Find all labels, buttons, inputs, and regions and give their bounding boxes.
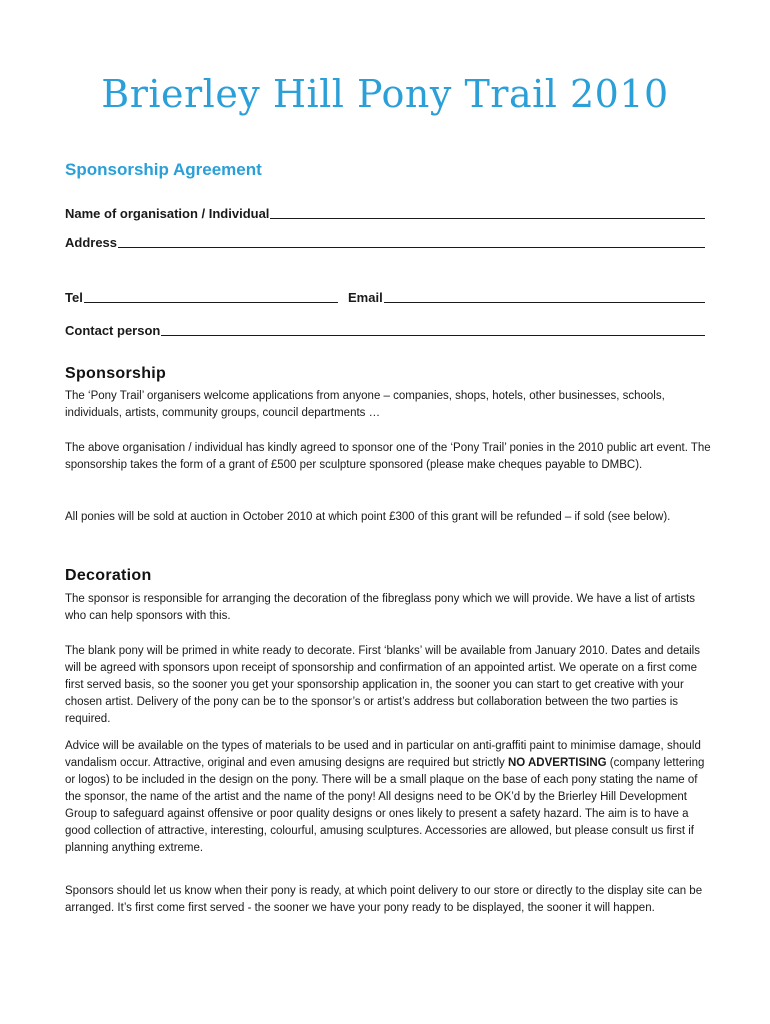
email-field[interactable] [348, 290, 705, 305]
decoration-paragraph-3-start: Advice will be available on the types of materials to be used and in particular on anti-graffiti paint to minimise damage, should vandalism occur. Attractive, original and even amusing designs are required but strictly [65, 740, 701, 769]
tel-field[interactable] [65, 290, 338, 305]
contact-field-line[interactable] [161, 323, 705, 336]
address-field[interactable] [65, 235, 705, 250]
decoration-paragraph-3-end: (company lettering or logos) to be included in the design on the pony. There will be a small plaque on the base of each pony stating the name of the sponsor, the name of the artist and the name of the pony! All designs need to be OK’d by the Brierley Hill Development Group to safeguard against offensive or poor quality designs or ones likely to present a safety hazard. The aim is to have a good collection of attractive, interesting, colourful, amusing sculptures. Accessories are allowed, but please consult us first if planning anything extreme. [65, 757, 705, 854]
page-title: Brierley Hill Pony Trail 2010 [101, 72, 669, 116]
email-field-label: Email [348, 290, 383, 305]
sponsorship-paragraph-1: The ‘Pony Trail’ organisers welcome applications from anyone – companies, shops, hotels, other businesses, schools, individuals, artists, community groups, council departments … [65, 390, 665, 419]
sponsorship-paragraph-3: All ponies will be sold at auction in October 2010 at which point £300 of this grant will be refunded – if sold (see below). [65, 511, 671, 523]
sponsorship-heading: Sponsorship [65, 365, 167, 382]
address-field-line[interactable] [118, 235, 705, 248]
sponsorship-paragraph-2: The above organisation / individual has kindly agreed to sponsor one of the ‘Pony Trail’ ponies in the 2010 public art event. The sponsorship takes the form of a grant of £500 per sculpture sponsored (please make cheques payable to DMBC). [65, 442, 711, 471]
tel-field-line[interactable] [84, 290, 338, 303]
name-field[interactable] [65, 206, 705, 221]
address-field-label: Address [65, 235, 118, 250]
name-field-line[interactable] [270, 206, 705, 219]
contact-field-label: Contact person [65, 323, 161, 338]
decoration-heading: Decoration [65, 567, 152, 584]
tel-field-label: Tel [65, 290, 83, 305]
decoration-paragraph-1: The sponsor is responsible for arranging the decoration of the fibreglass pony which we will provide. We have a list of artists who can help sponsors with this. [65, 593, 696, 622]
contact-field[interactable] [65, 323, 705, 338]
no-advertising-emphasis: NO ADVERTISING [507, 757, 607, 769]
decoration-paragraph-3 [65, 738, 715, 857]
decoration-paragraph-4: Sponsors should let us know when their pony is ready, at which point delivery to our store or directly to the display site can be arranged. It’s first come first served - the sooner we have your pony ready to be displayed, the sooner it will happen. [65, 885, 703, 914]
email-field-line[interactable] [384, 290, 705, 303]
decoration-paragraph-2: The blank pony will be primed in white ready to decorate. First ‘blanks’ will be available from January 2010. Dates and details will be agreed with sponsors upon receipt of sponsorship and confirmation of an appointed artist. We operate on a first come first served basis, so the sooner you get your sponsorship application in, the sooner you can start to get creative with your chosen artist. Delivery of the pony can be to the sponsor’s or artist’s address but collaboration between the two parties is required. [65, 645, 700, 725]
agreement-subtitle: Sponsorship Agreement [65, 160, 262, 179]
name-field-label: Name of organisation / Individual [65, 206, 270, 221]
